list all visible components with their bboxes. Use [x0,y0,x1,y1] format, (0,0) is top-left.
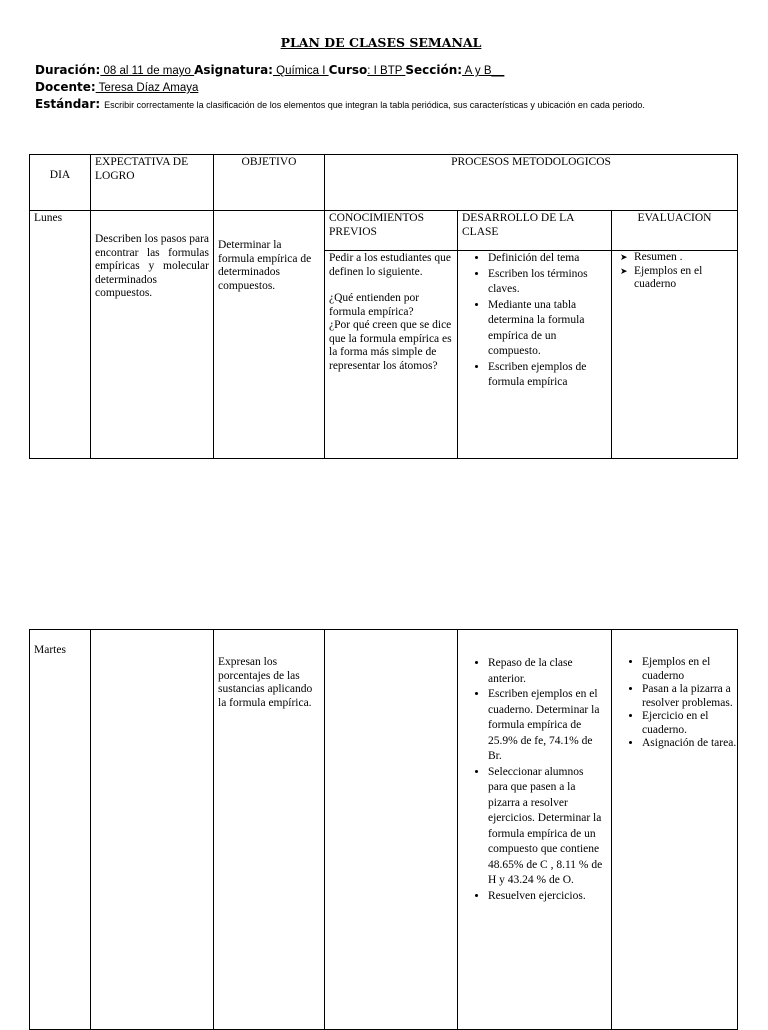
tuesday-conocimientos [325,630,458,1030]
monday-conocimientos-2: ¿Qué entienden por formula empírica? [329,292,420,318]
list-item: • Ejemplos en el cuaderno [642,656,737,683]
list-item: • Mediante una tabla determina la formula empírica de un compuesto. [488,298,611,360]
col-dia-header: DIA [30,155,91,211]
tuesday-objetivo: Expresan los porcentajes de las sustancias aplicando la formula empírica. [214,630,325,1030]
monday-objetivo: Determinar la formula empírica de determinados compuestos. [214,211,325,459]
monday-evaluacion [612,251,738,459]
day-monday: Lunes [30,211,91,459]
list-item: • Repaso de la clase anterior. [488,656,603,687]
list-item: • Ejercicio en el cuaderno. [642,710,737,737]
list-item: ➤ Resumen . [634,251,737,265]
list-item: • Pasan a la pizarra a resolver problemas. [642,683,737,710]
seccion-label: Sección: [405,63,463,77]
title-text: PLAN DE CLASES SEMANAL [280,35,482,50]
asignatura-label: Asignatura: [194,63,273,77]
page-title [0,35,748,50]
estandar-label: Estándar: [35,97,101,111]
list-item: • Resuelven ejercicios. [488,889,603,905]
list-item: • Seleccionar alumnos para que pasen a la pizarra a resolver ejercicios. Determinar la formula empírica de un compuesto que contiene 48.65% de C , 8.11 % de H y 43.24 % de O. [488,765,603,889]
col-expectativa-header: EXPECTATIVA DE LOGRO [91,155,214,211]
curso-label: Curso [328,63,368,77]
estandar-value: Escribir correctamente la clasificación de los elementos que integran la tabla periódica, sus características y ubicación en cada periodo. [104,100,645,110]
curso-value: : I BTP [367,65,406,77]
col-conocimientos-header: CONOCIMIENTOS PREVIOS [325,211,458,251]
docente-label: Docente: [35,80,96,94]
monday-desarrollo [458,251,612,459]
col-evaluacion-header: EVALUACION [612,211,738,251]
header-row-2 [35,80,198,94]
plan-table-monday [29,154,738,459]
tuesday-expectativa [91,630,214,1030]
tuesday-desarrollo [458,630,612,1030]
duracion-value: 08 al 11 de mayo [100,65,195,77]
list-item: ➤ Ejemplos en el cuaderno [634,265,737,292]
monday-conocimientos-1: Pedir a los estudiantes que definen lo siguiente. [329,252,452,278]
asignatura-value: Química I [272,65,329,77]
col-objetivo-header: OBJETIVO [214,155,325,211]
list-item: • Asignación de tarea. [642,737,737,751]
list-item: • Escriben ejemplos de formula empírica [488,360,611,391]
header-row-1 [35,63,504,77]
list-item: • Definición del tema [488,251,611,267]
monday-expectativa: Describen los pasos para encontrar las formulas empíricas y molecular determinados compuestos. [91,211,214,459]
tuesday-evaluacion [612,630,738,1030]
list-item: • Escriben ejemplos en el cuaderno. Determinar la formula empírica de 25.9% de fe, 74.1% de Br. [488,687,603,765]
seccion-value: A y B__ [462,65,505,77]
list-item: • Escriben los términos claves. [488,267,611,298]
plan-table-tuesday [29,629,738,1030]
header-row-3 [35,97,645,111]
col-procesos-header: PROCESOS METODOLOGICOS [325,155,738,211]
col-desarrollo-header: DESARROLLO DE LA CLASE [458,211,612,251]
docente-value: Teresa Díaz Amaya [95,82,199,94]
duracion-label: Duración: [35,63,101,77]
monday-conocimientos-3: ¿Por qué creen que se dice que la formula empírica es la forma más simple de representar los átomos? [329,319,452,372]
monday-conocimientos [325,251,458,459]
day-tuesday: Martes [30,630,91,1030]
